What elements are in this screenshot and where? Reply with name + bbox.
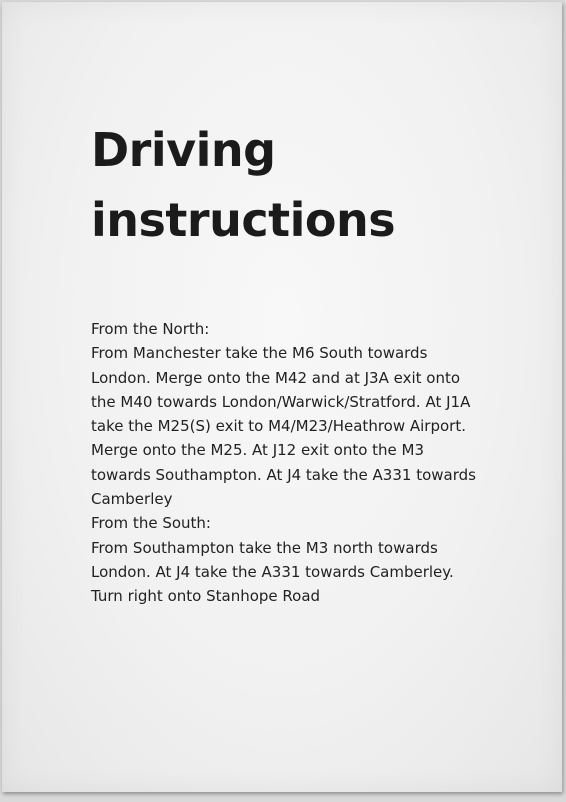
south-directions: From Southampton take the M3 north towards London. At J4 take the A331 towards Camberley. Turn right onto Stanhope Road <box>91 538 454 606</box>
document-page <box>2 2 562 792</box>
title-line-1: Driving <box>91 123 276 177</box>
north-heading: From the North: <box>91 320 210 338</box>
title-line-2: instructions <box>91 193 396 247</box>
page-title <box>91 115 531 255</box>
north-directions: From Manchester take the M6 South towards London. Merge onto the M42 and at J3A exit onto the M40 towards London/Warwick/Stratford. At J1A take the M25(S) exit to M4/M23/Heathrow Airport. Merge onto the M25. At J12 exit onto the M3 towards Southampton. At J4 take the A331 towards Camberley <box>91 344 476 509</box>
directions-body <box>91 317 481 609</box>
south-heading: From the South: <box>91 514 211 533</box>
